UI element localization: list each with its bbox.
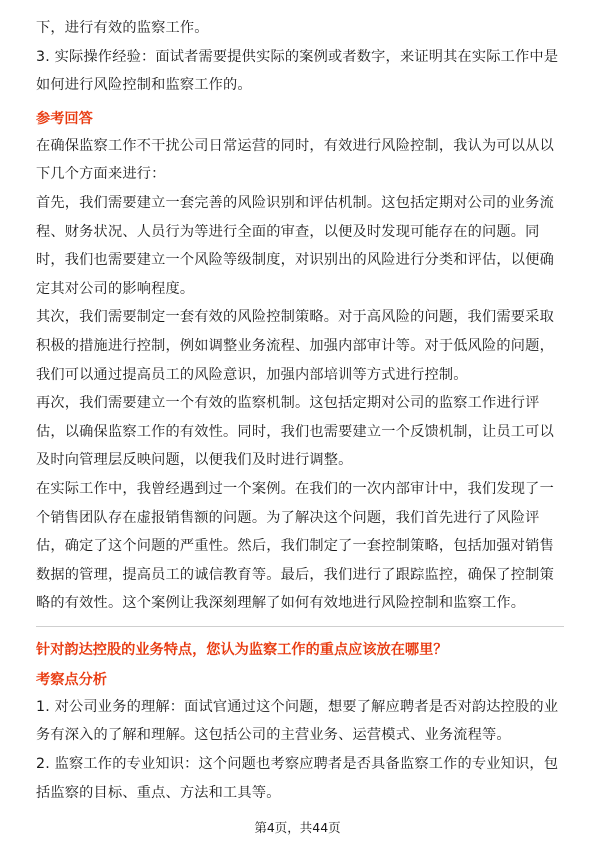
intro-line-top: 下，进行有效的监察工作。 [36,20,209,36]
reference-paragraph-4: 再次，我们需要建立一个有效的监察机制。这包括定期对公司的监察工作进行评估，以确保监察工作的有效性。同时，我们也需要建立一个反馈机制，让员工可以及时向管理层反映问题，以便我们及时进行调整。 [36,395,554,469]
reference-paragraph-5: 在实际工作中，我曾经遇到过一个案例。在我们的一次内部审计中，我们发现了一个销售团队存在虚报销售额的问题。为了解决这个问题，我们首先进行了风险评估，确定了这个问题的严重性。然后，我们制定了一套控制策略，包括加强对销售数据的管理，提高员工的诚信教育等。最后，我们进行了跟踪监控，确保了控制策略的有效性。这个案例让我深刻理解了如何有效地进行风险控制和监察工作。 [36,480,554,612]
page-number-footer: 第4页，共44页 [254,820,341,835]
analysis-point-1: 1. 对公司业务的理解：面试官通过这个问题，想要了解应聘者是否对韵达控股的业务有深入的了解和理解。这包括公司的主营业务、运营模式、业务流程等。 [36,698,559,744]
reference-paragraph-2: 首先，我们需要建立一套完善的风险识别和评估机制。这包括定期对公司的业务流程、财务状况、人员行为等进行全面的审查，以便及时发现可能存在的问题。同时，我们也需要建立一个风险等级制度，对识别出的风险进行分类和评估，以便确定其对公司的影响程度。 [36,194,554,297]
section-divider [36,626,564,627]
reference-answer-heading: 参考回答 [36,110,93,127]
analysis-point-2: 2. 监察工作的专业知识：这个问题也考察应聘者是否具备监察工作的专业知识，包括监察的目标、重点、方法和工具等。 [36,756,559,801]
analysis-heading: 考察点分析 [36,671,107,688]
intro-item-3: 3. 实际操作经验：面试者需要提供实际的案例或者数字，来证明其在实际工作中是如何进行风险控制和监察工作的。 [36,48,559,94]
question-heading: 针对韵达控股的业务特点，您认为监察工作的重点应该放在哪里？ [36,641,448,658]
reference-paragraph-1: 在确保监察工作不干扰公司日常运营的同时，有效进行风险控制，我认为可以从以下几个方面来进行： [36,137,554,183]
document-page [36,14,564,807]
reference-paragraph-3: 其次，我们需要制定一套有效的风险控制策略。对于高风险的问题，我们需要采取积极的措施进行控制，例如调整业务流程、加强内部审计等。对于低风险的问题，我们可以通过提高员工的风险意识，加强内部培训等方式进行控制。 [36,309,554,383]
